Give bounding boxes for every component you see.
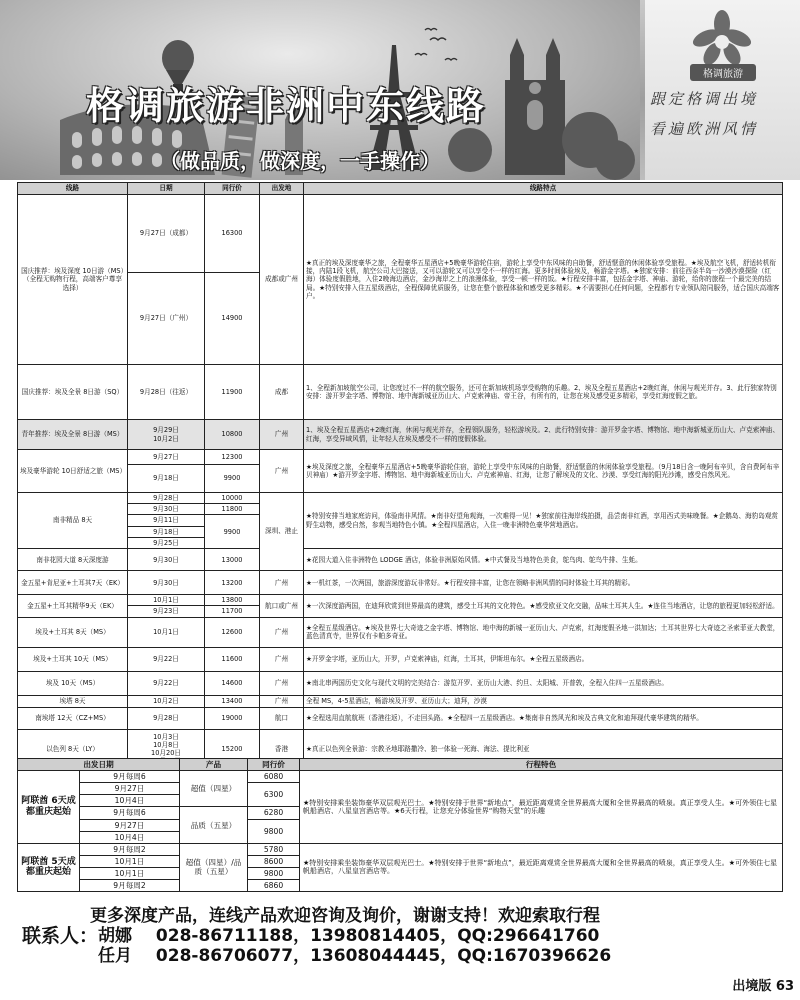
date-cell: 9月27日（成都） [128, 195, 205, 273]
col-header-features: 线路特点 [304, 183, 783, 195]
price-cell: 13400 [205, 695, 260, 707]
table-row [18, 195, 783, 273]
price-cell: 14900 [205, 273, 260, 365]
col-header-date: 出发日期 [18, 759, 180, 771]
features-cell: ★南北串两国历史文化与现代文明的完美结合：游览开罗、亚历山大港、约旦、太阳城、开普敦，全程入住四一五星级酒店。 [304, 671, 783, 695]
features-cell: 1、埃及全程五星酒店+2晚红海，休闲与观光并存，全程领队服务，轻松游埃及。2、此行特别安排：游开罗金字塔、博物馆、地中海新城亚历山大、卢克索神庙、红海，享受异域风情，让年轻人在埃及感受不一样的度假体验。 [304, 420, 783, 450]
price-cell: 11900 [205, 365, 260, 420]
table-row [18, 771, 783, 783]
table-row [18, 671, 783, 695]
price-cell: 9800 [248, 867, 300, 879]
features-cell: ★开罗金字塔，亚历山大，开罗，卢克索神庙，红海，土耳其，伊斯坦布尔。★全程五星级酒店。 [304, 647, 783, 671]
col-header-product: 产品 [180, 759, 248, 771]
date-cell: 10月4日 [80, 831, 180, 843]
route-name: 埃塔 8天 [18, 695, 128, 707]
date-cell: 9月22日 [128, 671, 205, 695]
origin-cell: 广州 [260, 420, 304, 450]
features-cell: 1、全程新加坡航空公司，让您度过不一样的航空服务，还可在新加坡机场享受购物的乐趣。2、埃及全程五星酒店+2晚红海，休闲与观光并存。3、此行独家特别安排：游开罗金字塔、博物馆、地中海新城亚历山大、卢克索神庙、帝王谷，有所有的，让您在埃及感受更多精彩，享受红海度假之旅。 [304, 365, 783, 420]
contact-detail: 028-86711188，13980814405，QQ:296641760 [155, 926, 600, 946]
route-name: 南埃塔 12天（CZ+MS） [18, 707, 128, 729]
table-row [18, 571, 783, 595]
origin-cell: 广州 [260, 671, 304, 695]
date-cell: 9月27日（广州） [128, 273, 205, 365]
origin-cell: 成都 [260, 365, 304, 420]
route-name: 埃及+土耳其 8天（MS） [18, 617, 128, 647]
contact-name: 任月 [98, 946, 132, 966]
price-cell: 10800 [205, 420, 260, 450]
col-header-route: 线路 [18, 183, 128, 195]
date-cell: 10月1日 [80, 855, 180, 867]
date-cell: 9月11日 [128, 515, 205, 526]
table-header-row [18, 183, 783, 195]
col-header-features: 行程特色 [300, 759, 783, 771]
date-cell: 9月30日 [128, 504, 205, 515]
origin-cell: 成都或广州 [260, 195, 304, 365]
table-row [18, 647, 783, 671]
page-title: 格调旅游非洲中东线路 [86, 83, 487, 128]
route-name: 金五星+肯尼亚+土耳其7天（EK） [18, 571, 128, 595]
product-cell: 超值（四星）/品质（五星） [180, 843, 248, 891]
features-cell: ★特别安排乘坐装饰豪华双层观光巴士。★特别安排于世界“新地点”，最近距离观赏全世界最高大厦和全世界最高的喷泉。真正享受人生。★可外领住七星帆船酒店、八星皇宫酒店等。★6天行程，让您充分体验世界“购物天堂”的乐趣 [300, 771, 783, 844]
date-cell: 9月27日 [128, 450, 205, 465]
col-header-price: 同行价 [205, 183, 260, 195]
price-cell: 10000 [205, 493, 260, 504]
slogan-line-1: 跟定格调出境 [650, 90, 759, 108]
date-cell: 9月18日 [128, 465, 205, 493]
date-line: 10月3日 [153, 732, 179, 741]
date-cell: 9月每周6 [80, 771, 180, 783]
route-name: 国庆推荐：埃及全景 8日游（SQ） [18, 365, 128, 420]
header-banner [0, 0, 800, 180]
route-name: 埃及+土耳其 10天（MS） [18, 647, 128, 671]
contact-name: 胡娜 [98, 926, 132, 946]
date-cell: 10月4日 [80, 795, 180, 807]
origin-cell: 航口或广州 [260, 595, 304, 617]
features-cell: ★真正以色列全景游：宗教圣地耶路撒冷、独一体验一死海、海法、提比利亚 [304, 729, 783, 769]
price-cell: 13800 [205, 595, 260, 606]
page-subtitle: （做品质，做深度，一手操作） [160, 149, 440, 173]
date-cell: 9月每周2 [80, 843, 180, 855]
date-cell: 9月25日 [128, 537, 205, 548]
orchid-logo-icon [692, 10, 752, 70]
route-name: 国庆推荐：埃及深度 10日游（MS）（全程无购物行程，高端客户尊享选择） [18, 195, 128, 365]
route-name: 埃及 10天（MS） [18, 671, 128, 695]
price-cell: 16300 [205, 195, 260, 273]
contact-label: 联系人： [22, 925, 99, 947]
price-cell: 6300 [248, 783, 300, 807]
features-cell: ★全程选用直航航班（香港往返），不走回头路。★全程四一五星级酒店。★集南非自然风光和埃及古典文化和迪拜现代豪华建筑的精华。 [304, 707, 783, 729]
product-cell: 品质（五星） [180, 807, 248, 843]
date-cell [128, 420, 205, 450]
route-name: 南非花园大道 8天深度游 [18, 549, 128, 571]
date-cell: 10月1日 [128, 595, 205, 606]
date-cell: 9月27日 [80, 783, 180, 795]
features-cell: ★埃及深度之旅，全程豪华五星酒店+5晚豪华游轮住宿，游轮上享受中东风味的自助餐，舒适惬意的休闲体验享受旅程。（9月18日含一晚阿布辛贝，含自费阿布辛贝神庙）★游开罗金字塔、博物馆、地中海新城亚历山大、卢克索神庙、红海，让您了解埃及的文化、沙漠、享受红海的阳光沙滩，感受自然风光。 [304, 450, 783, 493]
col-header-origin: 出发地 [260, 183, 304, 195]
price-cell: 9900 [205, 515, 260, 549]
table-row [18, 617, 783, 647]
route-name: 金五星+土耳其精华9天（EK） [18, 595, 128, 617]
price-cell: 12600 [205, 617, 260, 647]
origin-cell: 香港 [260, 729, 304, 769]
date-cell: 9月30日 [128, 571, 205, 595]
features-cell: ★特别安排乘坐装饰豪华双层观光巴士。★特别安排于世界“新地点”，最近距离观赏全世界最高大厦和全世界最高的喷泉，真正享受人生。★可外领住七星帆船酒店，八星皇宫酒店等。 [300, 843, 783, 891]
origin-cell: 广州 [260, 647, 304, 671]
table-row [18, 450, 783, 465]
product-cell: 超值（四星） [180, 771, 248, 807]
date-cell: 9月每周2 [80, 880, 180, 892]
route-name: 阿联酋 5天成都重庆起始 [18, 843, 80, 891]
price-cell: 5780 [248, 843, 300, 855]
route-name: 阿联酋 6天成都重庆起始 [18, 771, 80, 844]
price-cell: 14600 [205, 671, 260, 695]
table-row [18, 420, 783, 450]
price-cell: 8600 [248, 855, 300, 867]
footer [0, 900, 800, 1000]
date-cell: 9月每周6 [80, 807, 180, 819]
date-line: 10月2日 [153, 434, 179, 443]
date-cell: 10月2日 [128, 695, 205, 707]
price-cell: 11800 [205, 504, 260, 515]
table-header-row [18, 759, 783, 771]
table-row [18, 707, 783, 729]
price-cell: 9900 [205, 465, 260, 493]
origin-cell: 广州 [260, 450, 304, 493]
features-cell: ★一次深度游两国，在迪拜欣赏到世界最高的建筑，感受土耳其的文化特色。★感受欧亚文化交融，品味土耳其人生。★连住当地酒店，让您的旅程更加轻松舒适。 [304, 595, 783, 617]
origin-cell: 广州 [260, 571, 304, 595]
date-cell: 10月1日 [128, 617, 205, 647]
features-cell: ★花园大道入住非洲特色 LODGE 酒店，体验非洲原始风情。★中式餐及当地特色美食，鸵鸟肉、鸵鸟牛排、生蚝。 [304, 549, 783, 571]
route-name: 青年推荐：埃及全景 8日游（MS） [18, 420, 128, 450]
contact-row [98, 941, 611, 966]
logo-text: 格调旅游 [690, 64, 756, 81]
route-name: 埃及豪华游轮 10日舒适之旅（MS） [18, 450, 128, 493]
date-cell: 9月22日 [128, 647, 205, 671]
features-cell: ★全程五星级酒店。★埃及世界七大奇迹之金字塔、博物馆、地中海的新城一亚历山大、卢克索，红海度假圣地一洪加达；土耳其世界七大奇迹之圣索菲亚大教堂，蓝色清真寺，世界仅有卡帕多奇亚。 [304, 617, 783, 647]
features-cell: ★真正的埃及深度豪华之旅，全程豪华五星酒店+5晚豪华游轮住宿，游轮上享受中东风味的自助餐，舒适惬意的休闲体验享受旅程。★埃及航空飞机，舒适转机衔接，内陆1段飞机，航空公司大巴接送，又可以游轮又可以享受不一样的红海。更多时间体验埃及，畅游金字塔。★独家安排：前往西奈半岛一沙漠沙漠探险（红海）体验度假胜地，入住2晚海边酒店，金沙海岸之上的浪漫体验，享受一顿一样的饭。★行程安排丰富，包括金字塔、神庙、游轮，给你的旅程一个最完美的结局。★特别安排入住五星级酒店，全程保障优质服务，让您在整个旅程体验和感受更多精彩。★不需要担心任何问题，全程都有专业领队陪同服务，适合国庆高端客户。 [304, 195, 783, 365]
price-cell: 11700 [205, 606, 260, 617]
price-cell: 13200 [205, 571, 260, 595]
date-cell: 9月30日 [128, 549, 205, 571]
origin-cell: 深圳、港止 [260, 493, 304, 571]
price-cell: 12300 [205, 450, 260, 465]
uae-table [17, 758, 783, 892]
price-cell: 11600 [205, 647, 260, 671]
origin-cell: 广州 [260, 617, 304, 647]
origin-cell: 广州 [260, 695, 304, 707]
date-cell: 9月27日 [80, 819, 180, 831]
table-row [18, 549, 783, 571]
date-cell: 9月18日 [128, 526, 205, 537]
price-cell: 6860 [248, 880, 300, 892]
inquiry-message: 更多深度产品，连线产品欢迎咨询及询价，谢谢支持！欢迎索取行程 [90, 906, 600, 926]
col-header-date: 日期 [128, 183, 205, 195]
route-name: 南非精品 8天 [18, 493, 128, 549]
features-cell: ★特别安排当地家庭访问，体验南非风情。★南非好望角观海，一次难得一见！★独家前往海岸线拍摄，品尝南非红酒，享用西式美味晚餐。★企鹅岛、海豹岛观赏野生动物，感受自然，参观当地特色小镇。★全程四星酒店，入住一晚非洲特色豪华营地酒店。 [304, 493, 783, 549]
price-cell: 9800 [248, 819, 300, 843]
page-number: 出境版 63 [732, 979, 794, 994]
table-row [18, 695, 783, 707]
date-cell: 9月28日 [128, 493, 205, 504]
price-cell: 6280 [248, 807, 300, 819]
price-cell: 15200 [205, 729, 260, 769]
table-row [18, 595, 783, 606]
route-name: 以色列 8天（LY） [18, 729, 128, 769]
col-header-price: 同行价 [248, 759, 300, 771]
price-cell: 19000 [205, 707, 260, 729]
contact-detail: 028-86706077，13608044445，QQ:1670396626 [155, 946, 612, 966]
route-table [17, 182, 783, 770]
slogan-line-2: 看遍欧洲风情 [650, 120, 759, 138]
date-line: 9月29日 [153, 426, 179, 435]
price-cell: 6080 [248, 771, 300, 783]
price-cell: 13000 [205, 549, 260, 571]
birds-decoration [415, 29, 457, 61]
origin-cell: 航口 [260, 707, 304, 729]
date-line: 10月20日 [151, 749, 181, 758]
date-line: 10月8日 [153, 740, 179, 749]
table-row [18, 365, 783, 420]
date-cell: 9月28日 [128, 707, 205, 729]
features-cell: ★一机红茶，一次两国，旅游深度游玩非常好。★行程安排丰富，让您在领略非洲风情的同时体验土耳其的精彩。 [304, 571, 783, 595]
table-row [18, 843, 783, 855]
table-row [18, 493, 783, 504]
date-cell: 9月23日 [128, 606, 205, 617]
date-cell: 10月1日 [80, 867, 180, 879]
date-cell: 9月28日（往返） [128, 365, 205, 420]
features-cell: 全程 MS，4-5星酒店，畅游埃及开罗、亚历山大；迪拜，沙漠 [304, 695, 783, 707]
